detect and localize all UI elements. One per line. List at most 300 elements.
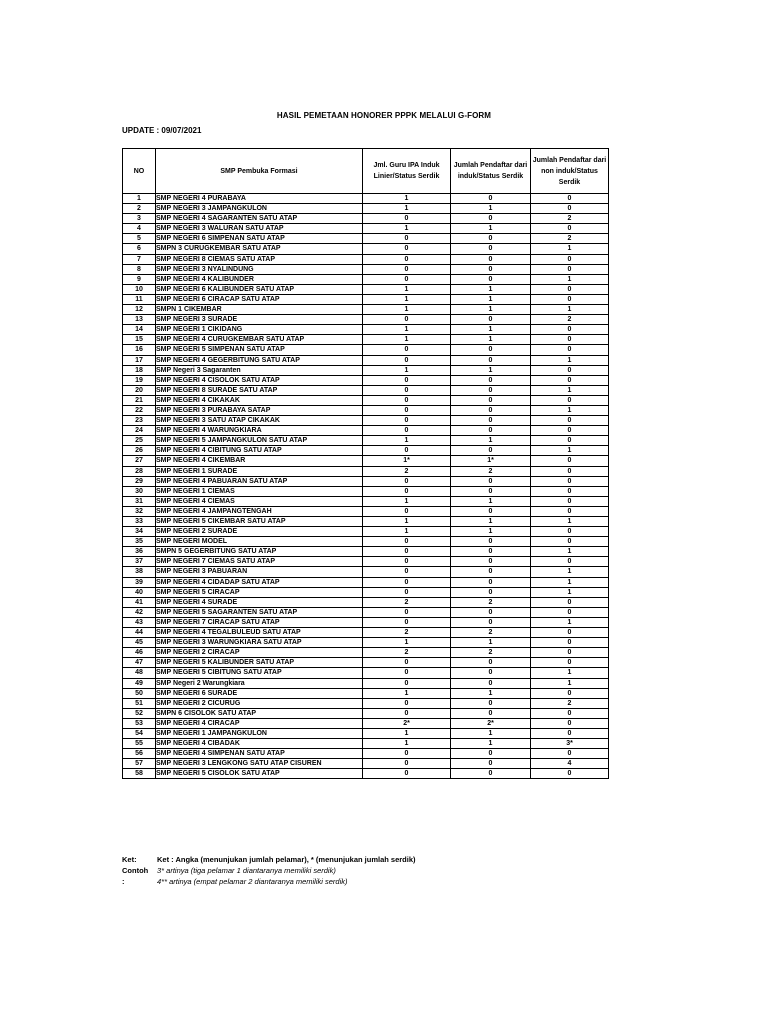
row-number: 22 bbox=[123, 405, 156, 415]
non-induk-applicants: 1 bbox=[531, 547, 609, 557]
non-induk-applicants: 0 bbox=[531, 365, 609, 375]
table-row bbox=[123, 547, 609, 557]
induk-teachers: 2 bbox=[363, 597, 451, 607]
table-row bbox=[123, 284, 609, 294]
induk-teachers: 0 bbox=[363, 486, 451, 496]
school-name: SMP NEGERI 4 CIDADAP SATU ATAP bbox=[156, 577, 363, 587]
induk-applicants: 2 bbox=[451, 466, 531, 476]
row-number: 47 bbox=[123, 658, 156, 668]
row-number: 42 bbox=[123, 607, 156, 617]
non-induk-applicants: 0 bbox=[531, 527, 609, 537]
school-name: SMP NEGERI 5 CIRACAP bbox=[156, 587, 363, 597]
table-body bbox=[123, 194, 609, 779]
induk-applicants: 0 bbox=[451, 537, 531, 547]
row-number: 11 bbox=[123, 294, 156, 304]
induk-teachers: 0 bbox=[363, 476, 451, 486]
row-number: 39 bbox=[123, 577, 156, 587]
school-name: SMP NEGERI 7 CIRACAP SATU ATAP bbox=[156, 617, 363, 627]
school-name: SMP NEGERI 2 CIRACAP bbox=[156, 648, 363, 658]
non-induk-applicants: 0 bbox=[531, 426, 609, 436]
table-row bbox=[123, 607, 609, 617]
school-name: SMP NEGERI 8 CIEMAS SATU ATAP bbox=[156, 254, 363, 264]
non-induk-applicants: 1 bbox=[531, 517, 609, 527]
non-induk-applicants: 0 bbox=[531, 537, 609, 547]
row-number: 10 bbox=[123, 284, 156, 294]
row-number: 6 bbox=[123, 244, 156, 254]
row-number: 44 bbox=[123, 628, 156, 638]
induk-applicants: 1 bbox=[451, 688, 531, 698]
row-number: 9 bbox=[123, 274, 156, 284]
non-induk-applicants: 0 bbox=[531, 728, 609, 738]
table-row bbox=[123, 375, 609, 385]
induk-applicants: 1 bbox=[451, 739, 531, 749]
non-induk-applicants: 1 bbox=[531, 274, 609, 284]
table-row bbox=[123, 628, 609, 638]
induk-applicants: 1 bbox=[451, 638, 531, 648]
induk-applicants: 1 bbox=[451, 305, 531, 315]
header-induk-applicants: Jumlah Pendaftar dari induk/Status Serdik bbox=[451, 149, 531, 194]
row-number: 2 bbox=[123, 204, 156, 214]
non-induk-applicants: 2 bbox=[531, 234, 609, 244]
non-induk-applicants: 0 bbox=[531, 325, 609, 335]
non-induk-applicants: 0 bbox=[531, 436, 609, 446]
school-name: SMP NEGERI 7 CIEMAS SATU ATAP bbox=[156, 557, 363, 567]
induk-teachers: 0 bbox=[363, 607, 451, 617]
induk-applicants: 0 bbox=[451, 476, 531, 486]
induk-applicants: 0 bbox=[451, 668, 531, 678]
table-row bbox=[123, 698, 609, 708]
induk-teachers: 0 bbox=[363, 446, 451, 456]
table-row bbox=[123, 587, 609, 597]
row-number: 5 bbox=[123, 234, 156, 244]
table-row bbox=[123, 496, 609, 506]
table-row bbox=[123, 426, 609, 436]
row-number: 33 bbox=[123, 517, 156, 527]
induk-teachers: 1 bbox=[363, 527, 451, 537]
induk-applicants: 1 bbox=[451, 436, 531, 446]
non-induk-applicants: 0 bbox=[531, 749, 609, 759]
table-row bbox=[123, 506, 609, 516]
induk-applicants: 1* bbox=[451, 456, 531, 466]
row-number: 50 bbox=[123, 688, 156, 698]
table-row bbox=[123, 567, 609, 577]
induk-teachers: 0 bbox=[363, 698, 451, 708]
induk-applicants: 0 bbox=[451, 446, 531, 456]
school-name: SMP NEGERI 6 KALIBUNDER SATU ATAP bbox=[156, 284, 363, 294]
school-name: SMP NEGERI 6 CIRACAP SATU ATAP bbox=[156, 294, 363, 304]
induk-applicants: 1 bbox=[451, 224, 531, 234]
school-name: SMP NEGERI MODEL bbox=[156, 537, 363, 547]
table-row bbox=[123, 345, 609, 355]
induk-teachers: 0 bbox=[363, 375, 451, 385]
ket-text: Ket : Angka (menunjukan jumlah pelamar), * (menunjukan jumlah serdik) bbox=[157, 855, 416, 864]
non-induk-applicants: 0 bbox=[531, 264, 609, 274]
table-row bbox=[123, 305, 609, 315]
contoh-example-1: 3* artinya (tiga pelamar 1 diantaranya memiliki serdik) bbox=[157, 866, 336, 875]
induk-teachers: 2 bbox=[363, 466, 451, 476]
school-name: SMP NEGERI 5 CIKEMBAR SATU ATAP bbox=[156, 517, 363, 527]
induk-applicants: 0 bbox=[451, 355, 531, 365]
induk-teachers: 0 bbox=[363, 506, 451, 516]
school-name: SMP NEGERI 1 CIEMAS bbox=[156, 486, 363, 496]
non-induk-applicants: 1 bbox=[531, 244, 609, 254]
induk-teachers: 0 bbox=[363, 274, 451, 284]
school-name: SMP NEGERI 3 LENGKONG SATU ATAP CISUREN bbox=[156, 759, 363, 769]
table-row bbox=[123, 204, 609, 214]
induk-applicants: 0 bbox=[451, 234, 531, 244]
row-number: 46 bbox=[123, 648, 156, 658]
row-number: 29 bbox=[123, 476, 156, 486]
table-row bbox=[123, 577, 609, 587]
table-row bbox=[123, 708, 609, 718]
non-induk-applicants: 4 bbox=[531, 759, 609, 769]
row-number: 30 bbox=[123, 486, 156, 496]
non-induk-applicants: 1 bbox=[531, 678, 609, 688]
induk-teachers: 1 bbox=[363, 739, 451, 749]
table-row bbox=[123, 436, 609, 446]
school-name: SMP NEGERI 5 CISOLOK SATU ATAP bbox=[156, 769, 363, 779]
induk-teachers: 0 bbox=[363, 708, 451, 718]
induk-applicants: 0 bbox=[451, 486, 531, 496]
induk-teachers: 0 bbox=[363, 557, 451, 567]
table-row bbox=[123, 749, 609, 759]
induk-teachers: 1 bbox=[363, 294, 451, 304]
row-number: 1 bbox=[123, 194, 156, 204]
induk-teachers: 0 bbox=[363, 355, 451, 365]
row-number: 20 bbox=[123, 385, 156, 395]
induk-applicants: 0 bbox=[451, 759, 531, 769]
induk-teachers: 1 bbox=[363, 224, 451, 234]
induk-teachers: 1 bbox=[363, 517, 451, 527]
contoh-label: Contoh : bbox=[122, 866, 149, 886]
table-header-row bbox=[123, 149, 609, 194]
row-number: 23 bbox=[123, 416, 156, 426]
non-induk-applicants: 0 bbox=[531, 204, 609, 214]
school-name: SMP NEGERI 6 SIMPENAN SATU ATAP bbox=[156, 234, 363, 244]
induk-teachers: 0 bbox=[363, 678, 451, 688]
school-name: SMP NEGERI 4 WARUNGKIARA bbox=[156, 426, 363, 436]
row-number: 56 bbox=[123, 749, 156, 759]
induk-applicants: 0 bbox=[451, 557, 531, 567]
induk-teachers: 0 bbox=[363, 345, 451, 355]
induk-applicants: 1 bbox=[451, 335, 531, 345]
non-induk-applicants: 1 bbox=[531, 668, 609, 678]
non-induk-applicants: 0 bbox=[531, 557, 609, 567]
induk-teachers: 0 bbox=[363, 214, 451, 224]
induk-applicants: 0 bbox=[451, 658, 531, 668]
non-induk-applicants: 0 bbox=[531, 486, 609, 496]
table-row bbox=[123, 274, 609, 284]
induk-teachers: 1 bbox=[363, 194, 451, 204]
school-name: SMP NEGERI 4 TEGALBULEUD SATU ATAP bbox=[156, 628, 363, 638]
non-induk-applicants: 0 bbox=[531, 628, 609, 638]
induk-teachers: 1 bbox=[363, 436, 451, 446]
non-induk-applicants: 0 bbox=[531, 345, 609, 355]
row-number: 40 bbox=[123, 587, 156, 597]
induk-applicants: 0 bbox=[451, 274, 531, 284]
induk-teachers: 2* bbox=[363, 718, 451, 728]
non-induk-applicants: 0 bbox=[531, 769, 609, 779]
school-name: SMP NEGERI 4 JAMPANGTENGAH bbox=[156, 506, 363, 516]
induk-applicants: 0 bbox=[451, 577, 531, 587]
induk-applicants: 0 bbox=[451, 416, 531, 426]
table-row bbox=[123, 476, 609, 486]
induk-applicants: 0 bbox=[451, 547, 531, 557]
contoh-example-2: 4** artinya (empat pelamar 2 diantaranya memiliki serdik) bbox=[157, 877, 348, 886]
school-name: SMPN 3 CURUGKEMBAR SATU ATAP bbox=[156, 244, 363, 254]
induk-applicants: 2 bbox=[451, 597, 531, 607]
row-number: 19 bbox=[123, 375, 156, 385]
table-row bbox=[123, 214, 609, 224]
induk-applicants: 0 bbox=[451, 254, 531, 264]
row-number: 26 bbox=[123, 446, 156, 456]
school-name: SMP NEGERI 3 PURABAYA SATAP bbox=[156, 405, 363, 415]
school-name: SMPN 5 GEGERBITUNG SATU ATAP bbox=[156, 547, 363, 557]
school-name: SMP NEGERI 8 SURADE SATU ATAP bbox=[156, 385, 363, 395]
non-induk-applicants: 2 bbox=[531, 315, 609, 325]
induk-teachers: 1 bbox=[363, 496, 451, 506]
non-induk-applicants: 1 bbox=[531, 617, 609, 627]
school-name: SMP NEGERI 1 SURADE bbox=[156, 466, 363, 476]
table-row bbox=[123, 466, 609, 476]
school-name: SMP NEGERI 4 SAGARANTEN SATU ATAP bbox=[156, 214, 363, 224]
induk-applicants: 1 bbox=[451, 527, 531, 537]
induk-applicants: 1 bbox=[451, 496, 531, 506]
school-name: SMP NEGERI 4 CIEMAS bbox=[156, 496, 363, 506]
row-number: 25 bbox=[123, 436, 156, 446]
row-number: 16 bbox=[123, 345, 156, 355]
row-number: 55 bbox=[123, 739, 156, 749]
non-induk-applicants: 1 bbox=[531, 446, 609, 456]
non-induk-applicants: 0 bbox=[531, 658, 609, 668]
non-induk-applicants: 2 bbox=[531, 698, 609, 708]
induk-teachers: 2 bbox=[363, 648, 451, 658]
table-row bbox=[123, 315, 609, 325]
induk-teachers: 1 bbox=[363, 335, 451, 345]
non-induk-applicants: 0 bbox=[531, 476, 609, 486]
school-name: SMP NEGERI 4 PURABAYA bbox=[156, 194, 363, 204]
induk-applicants: 1 bbox=[451, 517, 531, 527]
non-induk-applicants: 2 bbox=[531, 214, 609, 224]
induk-applicants: 0 bbox=[451, 749, 531, 759]
induk-teachers: 0 bbox=[363, 254, 451, 264]
induk-applicants: 0 bbox=[451, 587, 531, 597]
row-number: 4 bbox=[123, 224, 156, 234]
school-name: SMP NEGERI 6 SURADE bbox=[156, 688, 363, 698]
row-number: 14 bbox=[123, 325, 156, 335]
induk-teachers: 0 bbox=[363, 658, 451, 668]
header-no: NO bbox=[123, 149, 156, 194]
induk-teachers: 1* bbox=[363, 456, 451, 466]
table-row bbox=[123, 194, 609, 204]
induk-applicants: 0 bbox=[451, 264, 531, 274]
table-row bbox=[123, 537, 609, 547]
non-induk-applicants: 0 bbox=[531, 456, 609, 466]
row-number: 28 bbox=[123, 466, 156, 476]
table-row bbox=[123, 335, 609, 345]
row-number: 7 bbox=[123, 254, 156, 264]
non-induk-applicants: 0 bbox=[531, 607, 609, 617]
row-number: 53 bbox=[123, 718, 156, 728]
non-induk-applicants: 0 bbox=[531, 708, 609, 718]
induk-applicants: 0 bbox=[451, 426, 531, 436]
school-name: SMP NEGERI 1 CIKIDANG bbox=[156, 325, 363, 335]
induk-teachers: 0 bbox=[363, 567, 451, 577]
induk-applicants: 0 bbox=[451, 395, 531, 405]
row-number: 45 bbox=[123, 638, 156, 648]
update-date: UPDATE : 09/07/2021 bbox=[122, 126, 202, 135]
header-non-induk-applicants: Jumlah Pendaftar dari non induk/Status Serdik bbox=[531, 149, 609, 194]
table-row bbox=[123, 678, 609, 688]
induk-applicants: 0 bbox=[451, 698, 531, 708]
row-number: 27 bbox=[123, 456, 156, 466]
row-number: 37 bbox=[123, 557, 156, 567]
school-name: SMP NEGERI 4 PABUARAN SATU ATAP bbox=[156, 476, 363, 486]
non-induk-applicants: 0 bbox=[531, 638, 609, 648]
induk-teachers: 0 bbox=[363, 315, 451, 325]
induk-applicants: 2 bbox=[451, 648, 531, 658]
document-title: HASIL PEMETAAN HONORER PPPK MELALUI G-FORM bbox=[276, 111, 492, 120]
school-name: SMPN 1 CIKEMBAR bbox=[156, 305, 363, 315]
row-number: 49 bbox=[123, 678, 156, 688]
table-row bbox=[123, 688, 609, 698]
non-induk-applicants: 1 bbox=[531, 385, 609, 395]
school-name: SMP NEGERI 5 KALIBUNDER SATU ATAP bbox=[156, 658, 363, 668]
induk-teachers: 1 bbox=[363, 325, 451, 335]
row-number: 38 bbox=[123, 567, 156, 577]
induk-applicants: 1 bbox=[451, 284, 531, 294]
school-name: SMP NEGERI 4 CIKEMBAR bbox=[156, 456, 363, 466]
induk-teachers: 1 bbox=[363, 365, 451, 375]
table-row bbox=[123, 769, 609, 779]
school-name: SMP NEGERI 4 GEGERBITUNG SATU ATAP bbox=[156, 355, 363, 365]
non-induk-applicants: 1 bbox=[531, 305, 609, 315]
table-row bbox=[123, 446, 609, 456]
table-row bbox=[123, 658, 609, 668]
table-row bbox=[123, 668, 609, 678]
school-name: SMP Negeri 2 Warungkiara bbox=[156, 678, 363, 688]
table-row bbox=[123, 405, 609, 415]
ket-label: Ket: bbox=[122, 855, 137, 864]
school-name: SMPN 6 CISOLOK SATU ATAP bbox=[156, 708, 363, 718]
row-number: 13 bbox=[123, 315, 156, 325]
non-induk-applicants: 0 bbox=[531, 395, 609, 405]
non-induk-applicants: 1 bbox=[531, 405, 609, 415]
row-number: 31 bbox=[123, 496, 156, 506]
school-name: SMP NEGERI 3 NYALINDUNG bbox=[156, 264, 363, 274]
table-row bbox=[123, 527, 609, 537]
table-row bbox=[123, 234, 609, 244]
non-induk-applicants: 0 bbox=[531, 416, 609, 426]
non-induk-applicants: 0 bbox=[531, 648, 609, 658]
induk-applicants: 0 bbox=[451, 405, 531, 415]
induk-applicants: 0 bbox=[451, 769, 531, 779]
table-row bbox=[123, 597, 609, 607]
induk-teachers: 0 bbox=[363, 547, 451, 557]
school-name: SMP NEGERI 4 CIRACAP bbox=[156, 718, 363, 728]
table-row bbox=[123, 557, 609, 567]
table-row bbox=[123, 617, 609, 627]
row-number: 18 bbox=[123, 365, 156, 375]
induk-teachers: 0 bbox=[363, 577, 451, 587]
row-number: 32 bbox=[123, 506, 156, 516]
table-row bbox=[123, 294, 609, 304]
induk-teachers: 0 bbox=[363, 769, 451, 779]
row-number: 15 bbox=[123, 335, 156, 345]
induk-teachers: 1 bbox=[363, 204, 451, 214]
induk-teachers: 1 bbox=[363, 284, 451, 294]
school-name: SMP NEGERI 5 SAGARANTEN SATU ATAP bbox=[156, 607, 363, 617]
non-induk-applicants: 0 bbox=[531, 688, 609, 698]
induk-teachers: 0 bbox=[363, 617, 451, 627]
school-name: SMP NEGERI 3 WALURAN SATU ATAP bbox=[156, 224, 363, 234]
honorer-mapping-table bbox=[122, 148, 609, 779]
induk-applicants: 1 bbox=[451, 204, 531, 214]
induk-applicants: 0 bbox=[451, 315, 531, 325]
induk-applicants: 1 bbox=[451, 294, 531, 304]
school-name: SMP NEGERI 4 CISOLOK SATU ATAP bbox=[156, 375, 363, 385]
table-row bbox=[123, 385, 609, 395]
induk-applicants: 1 bbox=[451, 365, 531, 375]
row-number: 57 bbox=[123, 759, 156, 769]
induk-teachers: 1 bbox=[363, 638, 451, 648]
row-number: 36 bbox=[123, 547, 156, 557]
row-number: 48 bbox=[123, 668, 156, 678]
row-number: 34 bbox=[123, 527, 156, 537]
table-row bbox=[123, 486, 609, 496]
non-induk-applicants: 0 bbox=[531, 375, 609, 385]
school-name: SMP NEGERI 3 JAMPANGKULON bbox=[156, 204, 363, 214]
induk-applicants: 0 bbox=[451, 567, 531, 577]
table-row bbox=[123, 728, 609, 738]
induk-applicants: 2 bbox=[451, 628, 531, 638]
induk-applicants: 0 bbox=[451, 244, 531, 254]
non-induk-applicants: 0 bbox=[531, 294, 609, 304]
induk-teachers: 0 bbox=[363, 385, 451, 395]
induk-teachers: 0 bbox=[363, 234, 451, 244]
table-row bbox=[123, 224, 609, 234]
induk-teachers: 1 bbox=[363, 688, 451, 698]
non-induk-applicants: 3* bbox=[531, 739, 609, 749]
induk-teachers: 0 bbox=[363, 587, 451, 597]
table-row bbox=[123, 244, 609, 254]
induk-teachers: 0 bbox=[363, 395, 451, 405]
row-number: 54 bbox=[123, 728, 156, 738]
header-induk-teachers: Jml. Guru IPA Induk Linier/Status Serdik bbox=[363, 149, 451, 194]
non-induk-applicants: 0 bbox=[531, 496, 609, 506]
table-row bbox=[123, 648, 609, 658]
row-number: 8 bbox=[123, 264, 156, 274]
non-induk-applicants: 0 bbox=[531, 597, 609, 607]
non-induk-applicants: 0 bbox=[531, 254, 609, 264]
row-number: 58 bbox=[123, 769, 156, 779]
non-induk-applicants: 1 bbox=[531, 587, 609, 597]
induk-teachers: 0 bbox=[363, 405, 451, 415]
induk-applicants: 0 bbox=[451, 345, 531, 355]
table-row bbox=[123, 759, 609, 769]
table-row bbox=[123, 264, 609, 274]
induk-applicants: 1 bbox=[451, 728, 531, 738]
induk-applicants: 2* bbox=[451, 718, 531, 728]
table-row bbox=[123, 718, 609, 728]
induk-teachers: 0 bbox=[363, 749, 451, 759]
table-row bbox=[123, 325, 609, 335]
school-name: SMP NEGERI 4 CURUGKEMBAR SATU ATAP bbox=[156, 335, 363, 345]
row-number: 43 bbox=[123, 617, 156, 627]
school-name: SMP NEGERI 4 CIBADAK bbox=[156, 739, 363, 749]
school-name: SMP NEGERI 5 JAMPANGKULON SATU ATAP bbox=[156, 436, 363, 446]
induk-applicants: 0 bbox=[451, 214, 531, 224]
